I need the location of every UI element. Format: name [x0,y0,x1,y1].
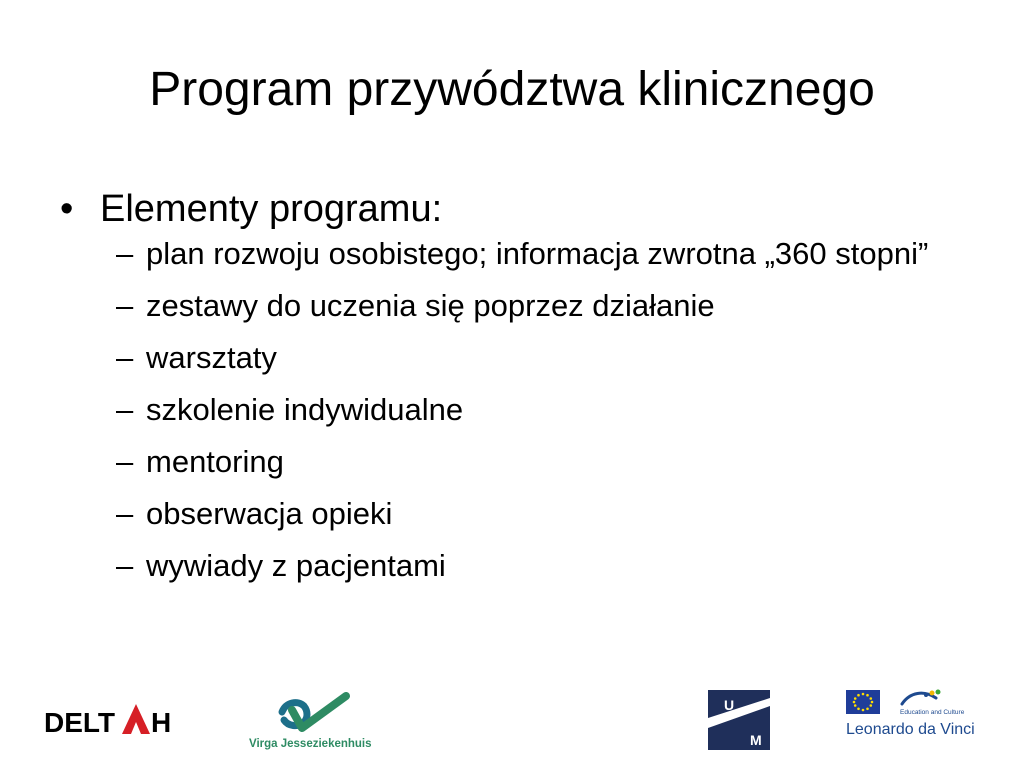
dash-mark: – [116,288,134,323]
leonardo-dot-yellow-icon [930,691,935,696]
slide-content [60,186,960,600]
leonardo-logo [844,688,984,748]
sub-item [116,444,960,480]
main-bullet [60,186,960,232]
dash-mark: – [116,340,134,375]
bullet-mark: • [60,188,74,230]
leonardo-tagline: Education and Culture [900,709,965,716]
virga-text: Virga Jesseziekenhuis [249,738,372,750]
dash-mark: – [116,444,134,479]
dash-mark: – [116,496,134,531]
sub-item-text: obserwacja opieki [146,496,393,531]
logo-strip [0,680,1024,768]
sub-item-text: warsztaty [146,340,277,375]
leonardo-dot-green-icon [936,690,941,695]
um-text-u: U [724,697,735,713]
um-logo [706,688,772,752]
um-text-m: M [750,732,762,748]
sub-item-text: mentoring [146,444,284,479]
main-bullet-text: Elementy programu: [100,188,443,230]
sub-item [116,236,960,272]
dash-mark: – [116,392,134,427]
sub-item [116,496,960,532]
sub-item [116,340,960,376]
sub-item-text: plan rozwoju osobistego; informacja zwrotna „360 stopni” [146,236,929,271]
sub-item-text: zestawy do uczenia się poprzez działanie [146,288,715,323]
dash-mark: – [116,548,134,583]
deltah-logo [40,700,190,740]
leonardo-dot-blue-icon [924,693,928,697]
deltah-text-b: H [151,707,172,738]
virga-logo [246,692,386,752]
sub-item [116,288,960,324]
slide-title: Program przywództwa klinicznego [149,63,875,116]
sub-item-text: szkolenie indywidualne [146,392,464,427]
leonardo-text: Leonardo da Vinci [846,721,975,738]
sub-item [116,548,960,584]
deltah-text-a: DELT [44,707,116,738]
dash-mark: – [116,236,134,271]
sub-item [116,392,960,428]
sub-item-text: wywiady z pacjentami [146,548,446,583]
